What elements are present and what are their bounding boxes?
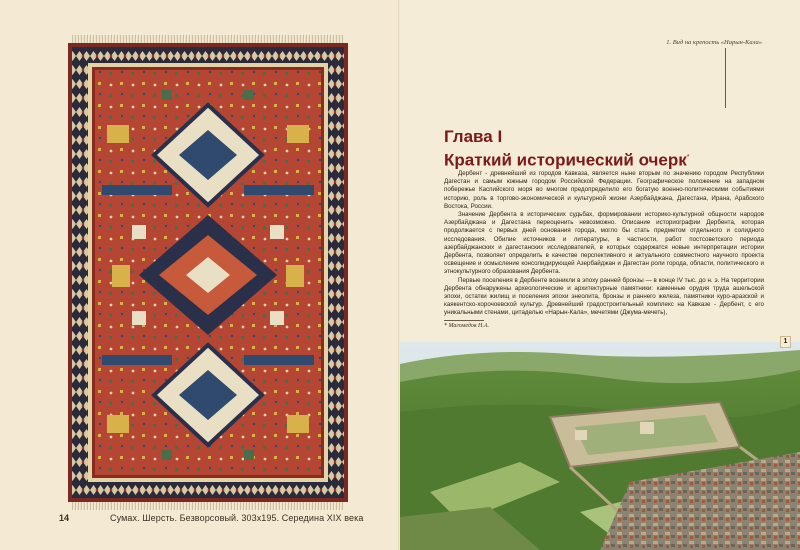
chapter-name: Краткий исторический очерк* (444, 150, 690, 170)
fortress-photo (400, 342, 800, 550)
right-page (400, 0, 800, 550)
footnote-rule (444, 320, 484, 321)
footnote-mark: * (686, 154, 690, 161)
paragraph: Дербент - древнейший из городов Кавказа, является ныне вторым по значению городом Республики Дагестан и самым южным городом Российской Федерации. Географическое положение на западном побережье Каспийского моря во многом предопределило его богатую военно-политическими событиями историю, роль в торгово-экономической и культурной жизни Азербайджана, Дагестана, Ирана, Арабского Востока, России. (444, 170, 764, 210)
chapter-number: Глава I (444, 127, 503, 146)
rug-photo (62, 35, 354, 510)
body-text (444, 170, 764, 318)
page-number-left: 14 (59, 513, 70, 523)
rug-caption: Сумах. Шерсть. Безворсовый. 303х195. Середина XIX века (110, 513, 364, 523)
paragraph: Первые поселения в Дербенте возникли в эпоху ранней бронзы — в конце IV тыс. до н. э. На территории Дербента обнаружены археологические и архитектурные памятники: каменные орудия труда ашельской эпохи, остатки жилищ и поселения эпохи энеолита, бронзы и раннего железа, памятники куро-аразской и каякентско-хорочоевской культур. Древнейший градостроительный комплекс на Кавказе - Дербент, с его уникальными стенами, цитаделью «Нарын-Кала», мечетями (Джума-мечеть), (444, 276, 764, 317)
chapter-title (444, 126, 690, 171)
divider-line (725, 48, 726, 108)
photo-number: 1 (780, 336, 791, 348)
paragraph: Значение Дербента в исторических судьбах, формировании историко-культурной общности народов Азербайджана и Дагестана переоценить невозможно. Описание историографии Дербента, которая продолжается с первых дней основания города, могло бы стать предметом отдельного и солидного исследования. Обилие источников и литературы, в частности, работ постсоветского периода азербайджанских и дагестанских исследователей, в которых содержатся новые интерпретации истории Дербента, позволяет определить в качестве перспективного и актуального совместного научного проекта освещение и осмысление консолидирующей Азербайджан и Дагестан роли города, области, политического и этнокультурного образования Дербента. (444, 211, 764, 276)
footnote: * Магомедов Н.А. (444, 323, 490, 329)
running-head: 1. Вид на крепость «Нарын-Кала» (666, 39, 762, 46)
